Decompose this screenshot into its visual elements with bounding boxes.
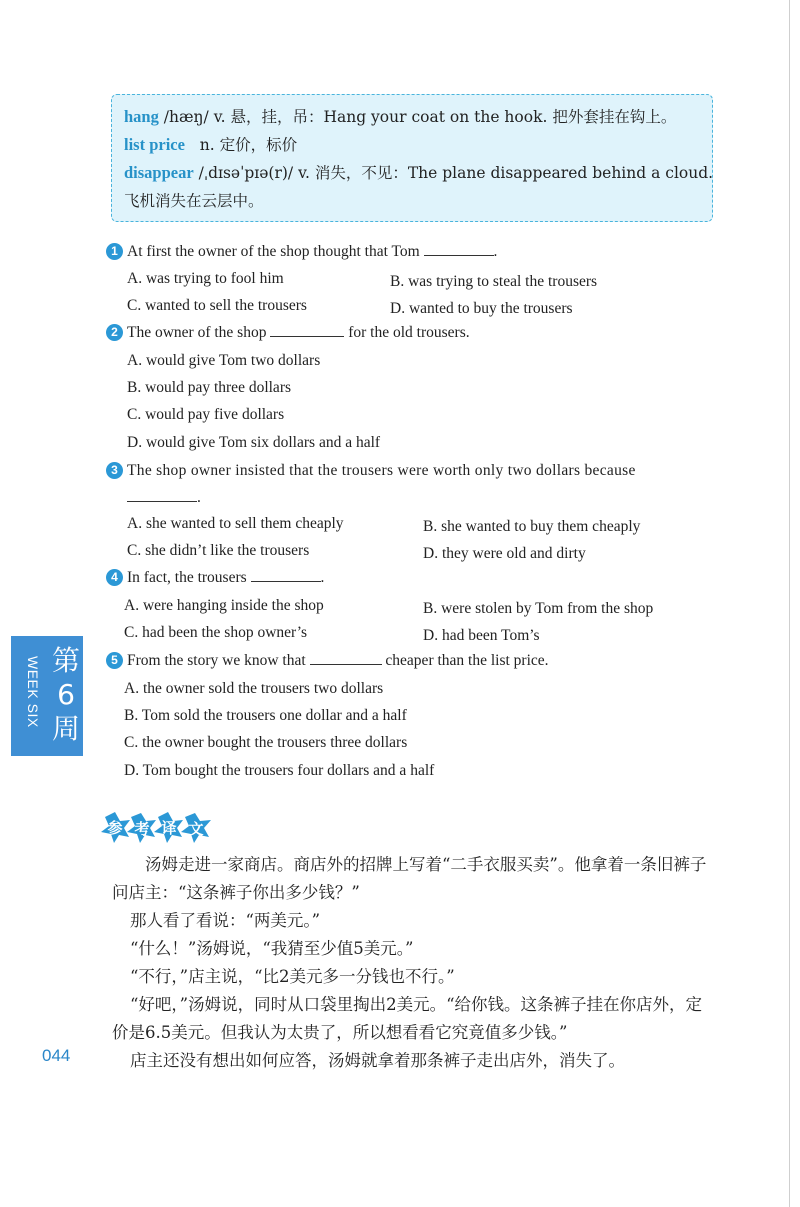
option-3a: A. she wanted to sell them cheaply [127,515,344,532]
question-number-badge: 2 [106,324,123,341]
option-3d: D. they were old and dirty [423,545,586,562]
vocab-entry-hang [124,103,700,131]
page-edge-line [789,0,790,1207]
translation-paragraph-4: “不行，”店主说，“比2美元多一分钱也不行。” [130,967,455,986]
question-text-end: for the old trousers. [344,324,470,341]
option-5c: C. the owner bought the trousers three dollars [124,734,408,751]
heading-char-2: 考 [134,820,150,838]
vocab-definition: /ˌdɪsəˈpɪə(r)/ v. 消失，不见：The plane disappeared behind a cloud. [193,164,714,182]
vocab-example-translation: 飞机消失在云层中。 [124,192,264,210]
translation-paragraph-6: 店主还没有想出如何应答，汤姆就拿着那条裤子走出店外，消失了。 [130,1051,625,1070]
question-text: In fact, the trousers [127,569,251,586]
question-text: From the story we know that [127,652,310,669]
translation-paragraph-5: “好吧，”汤姆说，同时从口袋里掏出2美元。“给你钱。这条裤子挂在你店外，定价是6.5美元。但我认为太贵了，所以想看看它究竟值多少钱。” [112,995,703,1042]
heading-char-3: 译 [161,819,177,837]
heading-star-badges [101,810,221,846]
answer-blank [251,569,321,582]
week-side-tab [11,636,83,756]
vocab-word: list price [124,135,185,154]
translation-heading [101,810,221,846]
question-text: The owner of the shop [127,324,271,341]
option-2d: D. would give Tom six dollars and a half [127,434,381,451]
option-1d: D. wanted to buy the trousers [390,300,573,317]
option-4c: C. had been the shop owner’s [124,624,308,641]
week-tab-chinese: 第6周 [51,644,80,745]
question-2 [106,324,470,342]
question-number-badge: 1 [106,243,123,260]
option-1c: C. wanted to sell the trousers [127,297,307,314]
option-4a: A. were hanging inside the shop [124,597,324,614]
vocab-word: hang [124,107,159,126]
vocab-entry-disappear [124,159,714,187]
vocab-entry-list-price [124,131,700,159]
vocab-definition: n. 定价，标价 [184,136,298,154]
heading-char-1: 参 [107,819,123,837]
question-text-end: . [320,569,325,586]
week-tab-english: WEEK SIX [25,656,41,728]
translation-paragraph-2: 那人看了看说：“两美元。” [130,911,321,930]
translation-paragraph-1: 汤姆走进一家商店。商店外的招牌上写着“二手衣服买卖”。他拿着一条旧裤子问店主：“这条裤子你出多少钱？” [112,855,707,902]
question-1 [106,243,497,261]
option-3c: C. she didn’t like the trousers [127,542,310,559]
translation-paragraph-3: “什么！”汤姆说，“我猜至少值5美元。” [130,939,414,958]
answer-blank [127,489,197,502]
option-2a: A. would give Tom two dollars [127,352,321,369]
question-number-badge: 3 [106,462,123,479]
option-2c: C. would pay five dollars [127,406,285,423]
heading-char-4: 文 [188,820,204,838]
answer-blank [310,652,382,665]
option-2b: B. would pay three dollars [127,379,292,396]
question-3 [106,462,636,480]
question-number-badge: 5 [106,652,123,669]
question-number-badge: 4 [106,569,123,586]
vocabulary-box [111,94,713,222]
question-3-continued [127,489,201,507]
option-5d: D. Tom bought the trousers four dollars and a half [124,762,435,779]
option-5b: B. Tom sold the trousers one dollar and a half [124,707,407,724]
question-text-end: . [493,243,498,260]
vocab-definition: /hæŋ/ v. 悬，挂，吊：Hang your coat on the hook. 把外套挂在钩上。 [158,108,677,126]
question-text: The shop owner insisted that the trousers were worth only two dollars because [127,462,636,479]
answer-blank [270,324,344,337]
question-text-end: cheaper than the list price. [381,652,549,669]
question-4 [106,569,324,587]
vocab-word: disappear [124,163,194,182]
answer-blank [424,243,494,256]
option-4d: D. had been Tom’s [423,627,540,644]
page-number: 044 [42,1046,71,1065]
option-1a: A. was trying to fool him [127,270,284,287]
option-5a: A. the owner sold the trousers two dollars [124,680,384,697]
question-text: At first the owner of the shop thought that Tom [127,243,424,260]
option-4b: B. were stolen by Tom from the shop [423,600,654,617]
question-5 [106,652,549,670]
option-1b: B. was trying to steal the trousers [390,273,598,290]
option-3b: B. she wanted to buy them cheaply [423,518,641,535]
question-text-end: . [197,489,201,506]
